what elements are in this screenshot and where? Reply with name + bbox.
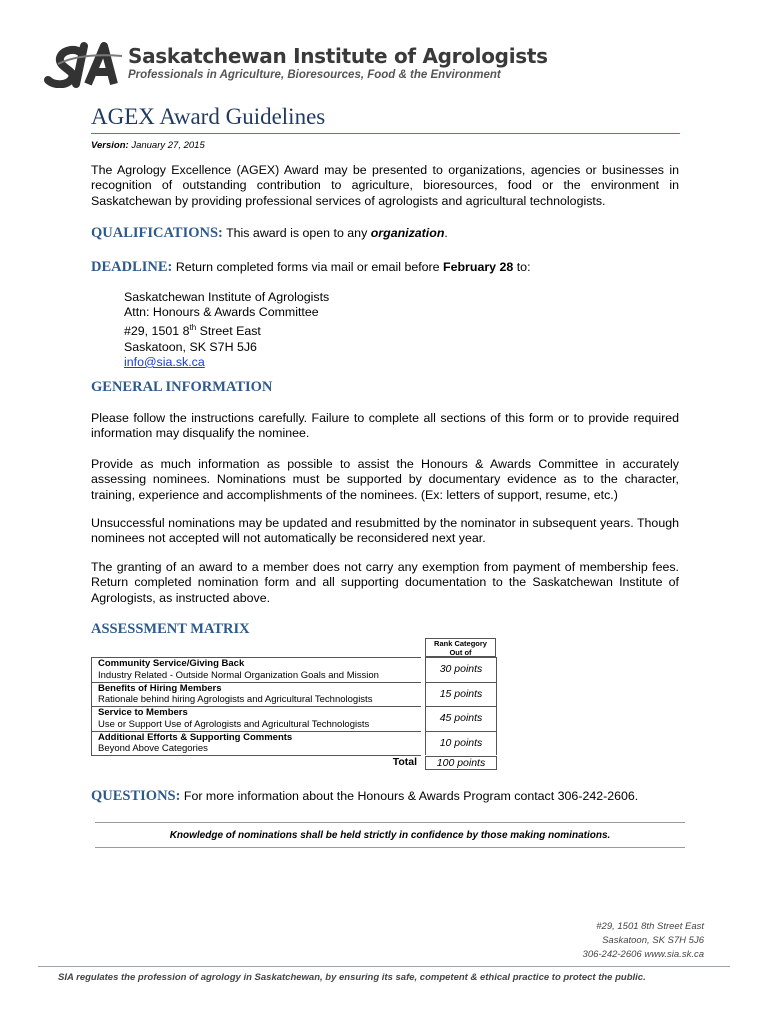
table-row: Community Service/Giving Back Industry Related - Outside Normal Organization Goals and Mission 30 points (91, 657, 497, 682)
address-line-4: Saskatoon, SK S7H 5J6 (124, 339, 257, 354)
footer-mission: SIA regulates the profession of agrology in Saskatchewan, by ensuring its safe, competent & ethical practice to protect the public. (58, 972, 646, 983)
points-cell: 15 points (425, 682, 497, 707)
note-bottom-rule (95, 847, 685, 848)
title-divider (91, 133, 680, 134)
deadline-end: to: (516, 260, 531, 274)
sia-logo (44, 42, 126, 88)
qualifications-text: This award is open to any (226, 226, 368, 240)
rank-category-header: Rank Category Out of (425, 638, 496, 657)
assessment-matrix-heading: ASSESSMENT MATRIX (91, 621, 250, 637)
points-cell: 30 points (425, 657, 497, 682)
assessment-table (91, 657, 497, 770)
qualifications-heading: QUALIFICATIONS: (91, 225, 223, 241)
table-row: Benefits of Hiring Members Rationale behind hiring Agrologists and Agricultural Technologists 15 points (91, 682, 497, 707)
footer-address: #29, 1501 8th Street East Saskatoon, SK S7H 5J6 306-242-2606 www.sia.sk.ca (582, 921, 704, 960)
points-cell: 45 points (425, 706, 497, 731)
general-info-heading: GENERAL INFORMATION (91, 379, 273, 395)
deadline-text: Return completed forms via mail or email before (175, 260, 440, 274)
org-tagline: Professionals in Agriculture, Bioresources, Food & the Environment (128, 69, 501, 81)
intro-paragraph: The Agrology Excellence (AGEX) Award may be presented to organizations, agencies or businesses in recognition of outstanding contribution to agriculture, bioresources, food or the environment in Saskatchewan by providing professional services of agrologists and agricultural technologists. (91, 163, 679, 208)
questions-heading: QUESTIONS: (91, 788, 181, 804)
address-line-2: Attn: Honours & Awards Committee (124, 305, 319, 320)
mailing-address (124, 290, 329, 370)
confidentiality-note: Knowledge of nominations shall be held strictly in confidence by those making nominations. (169, 830, 611, 841)
general-para-2: Provide as much information as possible to assist the Honours & Awards Committee in accurately assessing nominees. Nominations must be supported by documentary evidence as to the character, training, experience and accomplishments of the nominees. (Ex: letters of support, resume, etc.) (91, 457, 679, 502)
table-total-row (91, 756, 497, 770)
table-row: Additional Efforts & Supporting Comments Beyond Above Categories 10 points (91, 731, 421, 757)
version-line (91, 140, 205, 151)
total-value: 100 points (425, 756, 497, 770)
questions-text: For more information about the Honours & Awards Program contact 306-242-2606. (183, 789, 639, 803)
general-para-3: Unsuccessful nominations may be updated and resubmitted by the nominator in subsequent years. Though nominees not accepted will not automatically be reconsidered next year. (91, 516, 679, 546)
deadline-date: February 28 (443, 260, 514, 274)
email-link[interactable]: info@sia.sk.ca (124, 354, 205, 369)
footer-divider (38, 966, 730, 967)
questions-line (91, 788, 638, 805)
org-name: Saskatchewan Institute of Agrologists (128, 44, 548, 68)
qualifications-emphasis: organization (370, 226, 445, 240)
general-para-1: Please follow the instructions carefully. Failure to complete all sections of this form or to provide required information may disqualify the nominee. (91, 411, 679, 441)
address-line-3: #29, 1501 8th Street East (124, 323, 261, 339)
total-label: Total (392, 756, 417, 768)
page-title: AGEX Award Guidelines (91, 104, 326, 129)
deadline-heading: DEADLINE: (91, 259, 173, 275)
table-row: Service to Members Use or Support Use of Agrologists and Agricultural Technologists 45 points (91, 706, 497, 731)
version-label: Version: (91, 140, 129, 151)
qualifications-line (91, 225, 448, 242)
address-line-1: Saskatchewan Institute of Agrologists (124, 290, 330, 304)
qualifications-end: . (444, 226, 448, 240)
version-date: January 27, 2015 (131, 140, 205, 151)
points-cell: 10 points (425, 731, 497, 756)
note-top-rule (95, 822, 685, 823)
general-para-4: The granting of an award to a member does not carry any exemption from payment of membership fees. Return completed nomination form and all supporting documentation to the Saskatchewan Institute of Agrologists, as instructed above. (91, 560, 679, 605)
deadline-line (91, 259, 531, 276)
